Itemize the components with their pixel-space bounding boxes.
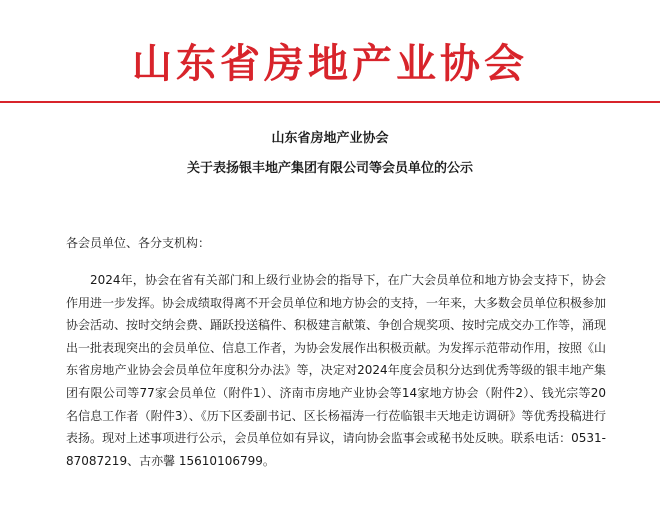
notice-title-line-2: 关于表扬银丰地产集团有限公司等会员单位的公示 <box>186 161 473 176</box>
letterhead-org-name: 山东省房地产业协会 <box>132 40 528 87</box>
letterhead-divider <box>0 101 660 103</box>
notice-title-line-1: 山东省房地产业协会 <box>271 131 389 146</box>
notice-salutation: 各会员单位、各分支机构： <box>66 236 211 250</box>
notice-body-paragraph: 2024年，协会在省有关部门和上级行业协会的指导下，在广大会员单位和地方协会支持下，协会作用进一步发挥。协会成绩取得离不开会员单位和地方协会的支持，一年来，大多数会员单位积极参加协会活动、按时交纳会费、踊跃投送稿件、积极建言献策、争创合规奖项、按时完成交办工作等，涌现出一批表现突出的会员单位、信息工作者，为协会发展作出积极贡献。为发挥示范带动作用，按照《山东省房地产业协会会员单位年度积分办法》等，决定对2024年度会员积分达到优秀等级的银丰地产集团有限公司等77家会员单位（附件1）、济南市房地产业协会等14家地方协会（附件2）、钱光宗等20名信息工作者（附件3）、《历下区委副书记、区长杨福涛一行莅临银丰天地走访调研》等优秀投稿进行表扬。现对上述事项进行公示，会员单位如有异议，请向协会监事会或秘书处反映。联系电话：0531-87087219、古亦馨 15610106799。 <box>66 273 607 468</box>
